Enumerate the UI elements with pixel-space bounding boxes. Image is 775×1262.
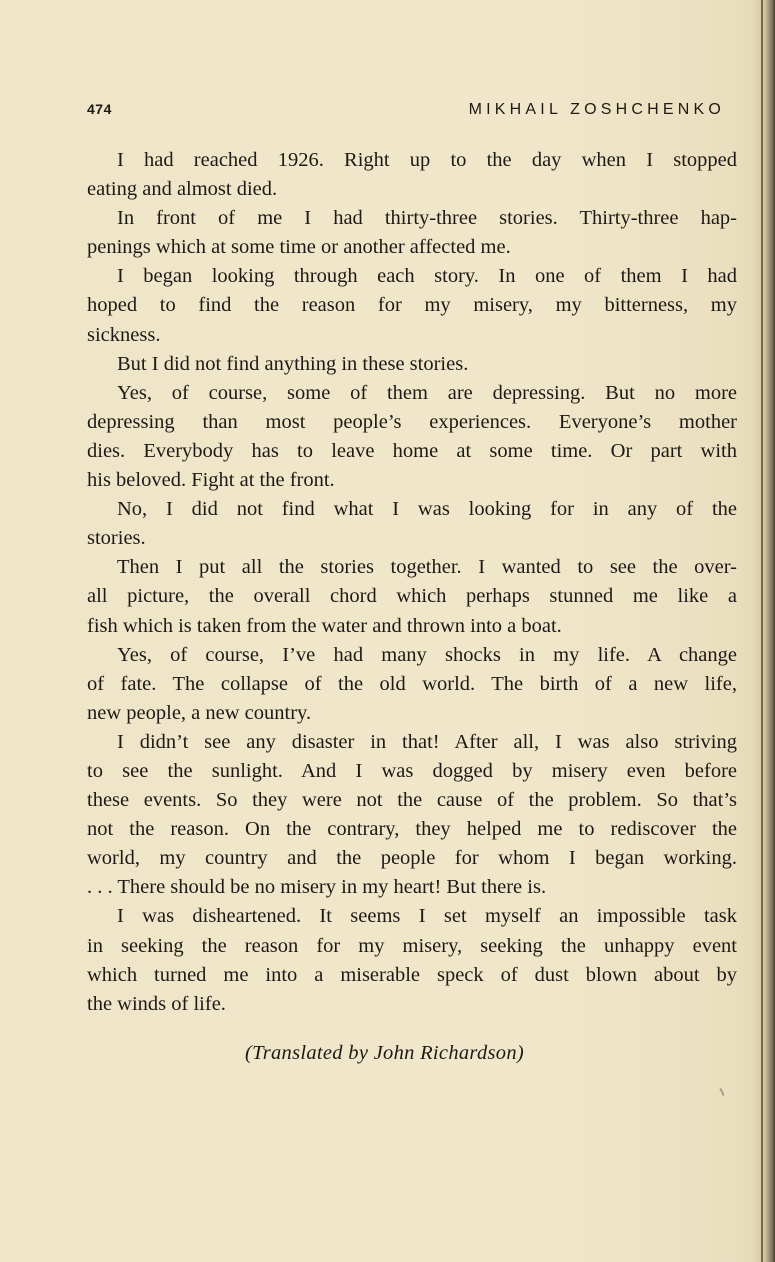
text-line: depressing than most people’s experiences. Everyone’s mother: [87, 410, 737, 433]
text-line: I had reached 1926. Right up to the day when I stopped: [117, 149, 737, 171]
page-number: 474: [87, 101, 112, 117]
translator-credit: (Translated by John Richardson): [245, 1042, 525, 1064]
text-line: world, my country and the people for whom I began working.: [87, 847, 737, 870]
text-line: these events. So they were not the cause of the problem. So that’s: [87, 789, 737, 812]
text-line: I was disheartened. It seems I set myself an impossible task: [117, 905, 737, 928]
text-line: Yes, of course, some of them are depressing. But no more: [117, 381, 737, 404]
text-line: stories.: [87, 527, 146, 550]
text-line: of fate. The collapse of the old world. The birth of a new life,: [87, 672, 737, 695]
text-line: No, I did not find what I was looking for in any of the: [117, 498, 737, 521]
text-line: which turned me into a miserable speck of dust blown about by: [87, 963, 737, 986]
text-line: not the reason. On the contrary, they helped me to rediscover the: [87, 818, 737, 841]
running-head-author: MIKHAIL ZOSHCHENKO: [468, 101, 725, 118]
paragraph: [87, 902, 737, 1018]
page-edge-line: [761, 0, 763, 1262]
paper-speck: [719, 1088, 724, 1096]
text-line: penings which at some time or another affected me.: [87, 236, 511, 259]
text-line: eating and almost died.: [87, 178, 278, 201]
text-line: In front of me I had thirty-three stories. Thirty-three hap-: [117, 207, 737, 230]
paragraph: [87, 641, 737, 728]
paragraph: [87, 204, 737, 262]
paragraph: [87, 262, 737, 349]
text-line: But I did not find anything in these stories.: [117, 352, 469, 375]
body-text: [87, 146, 737, 1019]
page-header: [87, 101, 725, 125]
text-line: fish which is taken from the water and thrown into a boat.: [87, 614, 562, 637]
text-line: sickness.: [87, 323, 161, 346]
text-line: to see the sunlight. And I was dogged by misery even before: [87, 759, 737, 782]
text-line: the winds of life.: [87, 992, 226, 1015]
text-line: all picture, the overall chord which perhaps stunned me like a: [87, 585, 737, 608]
text-line: new people, a new country.: [87, 701, 312, 724]
paragraph: [87, 495, 737, 553]
page-edge-shadow: [753, 0, 775, 1262]
paragraph: [87, 728, 737, 903]
paragraph: [87, 350, 737, 379]
text-line: dies. Everybody has to leave home at some time. Or part with: [87, 439, 737, 462]
text-line: Yes, of course, I’ve had many shocks in my life. A change: [117, 643, 737, 666]
text-line: hoped to find the reason for my misery, my bitterness, my: [87, 294, 737, 317]
text-line: . . . There should be no misery in my heart! But there is.: [87, 876, 547, 899]
paragraph: [87, 146, 737, 204]
paragraph: [87, 553, 737, 640]
text-line: I began looking through each story. In one of them I had: [117, 265, 737, 288]
text-line: in seeking the reason for my misery, seeking the unhappy event: [87, 934, 737, 957]
text-line: Then I put all the stories together. I wanted to see the over-: [117, 556, 737, 579]
text-line: I didn’t see any disaster in that! After all, I was also striving: [117, 730, 737, 753]
paragraph: [87, 379, 737, 495]
text-line: his beloved. Fight at the front.: [87, 469, 335, 492]
